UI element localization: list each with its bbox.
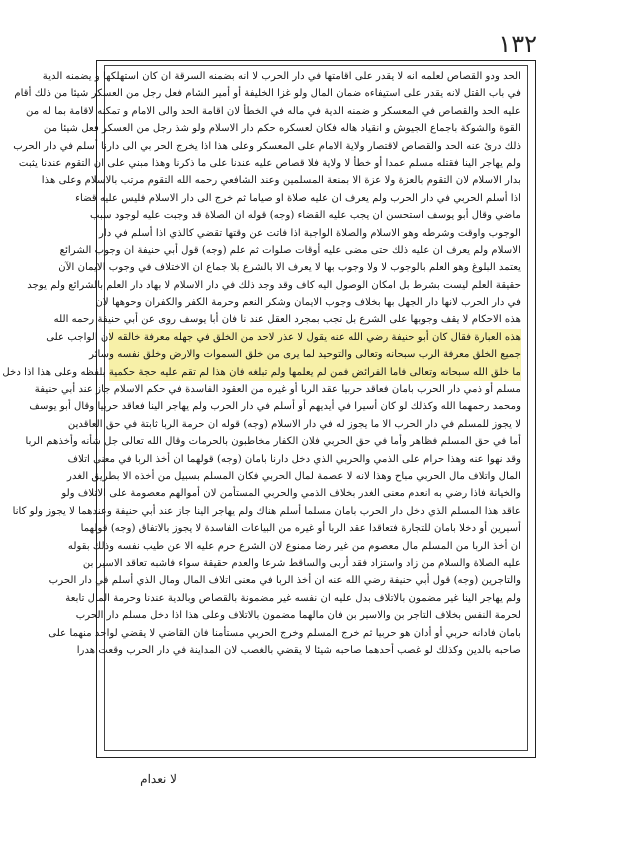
text-line-1: الحد ودو القصاص لعلمه انه لا يقدر على اقامتها في دار الحرب لا انه بضمنه السرقة ان كان استهلكها و يضمنه الدية [42,71,521,82]
text-line-23: وقد نهوا عنه وهذا حرام على الذمي والحربي الذي دخل دارنا بامان (وجه) قولهما ان أخذ الربا في معنى اتلاف [67,453,521,465]
text-line-7: بدار الاسلام لان التقوم بالعزة ولا عزة الا بمنعة المسلمين وعند الشافعي رحمه الله التقوم مرتب بالاسلام وعلى هذا [41,175,521,187]
text-line-11: الاسلام ولم يعرف ان عليه ذلك حتى مضى عليه أوقات صلوات ثم علم (وجه) قول أبي حنيفة ان وجوب الشرائع [59,244,521,256]
text-line-29: عليه الصلاة والسلام من زاد واستزاد فقد أربى والساقط شرعا والعدم حقيقة سواء فاشبه تعاقد الاسير بن [82,557,521,569]
text-line-12: يعتمد البلوغ وهو العلم بالوجوب لا ولا وجوب بها لا يعرف الا بالشرع بلا جماع ان الاختلاف في وجوب الايمان الآن [58,262,521,274]
text-line-13: حقيقة العلم ليست بشرط بل امكان الوصول اليه كاف وقد وجد ذلك في دار الاسلام لا بهاد دار العلم بالشرائع ولم يوجد [27,279,521,291]
highlighted-line-1: هذه العبارة فقال كان أبو حنيفة رضي الله عنه يقول لا عذر لاحد من الخلق في جهله معرفة خالقه لان الواجب على [109,329,521,346]
highlighted-line-2: جميع الخلق معرفة الرب سبحانه وتعالى والتوحيد لما يرى من خلق السموات والارض وخلق نفسه وسائر [109,346,521,363]
text-line-8: اذا أسلم الحربي في دار الحرب ولم يعرف ان عليه صلاة او صياما ثم خرج الى دار الاسلام فليس عليه قضاء [75,192,521,204]
text-line-3: عليه الحد والقصاص في المعسكر و ضمنه الدية في ماله في الخطأ لان اقامة الحد والى الامام و تمكنه لاقامة بما له من [25,105,521,117]
text-line-4: القوة والشوكة باجماع الجيوش و انقياد هاله فكان لعسكره حكم دار الاسلام ولو شذ رجل من العسكر فعل شيئا من [43,123,521,135]
text-line-34: صاحبه بالدين وكذلك لو غصب أحدهما صاحبه شيئا لا يقضي بالغصب لان المداينة في دار الحرب وقعت هدرا [76,644,521,656]
text-body [2,68,521,748]
text-line-32: لحرمة النفس بخلاف التاجر بن والاسير بن فان مالهما مضمون بالاتلاف وعلى هذا اذا دخل مسلم دار الحرب [75,610,521,622]
page-number: ١٣٢ [498,30,537,58]
text-line-28: ان أخذ الربا من المسلم مال معصوم من غير رضا ممنوع لان الشرع حرم عليه الا عن طيب نفسه وذلك بقوله [67,540,521,552]
text-line-5: ذلك درئ عنه الحد والقصاص لاقتصار ولاية الامام على المعسكر وعلى هذا اذا يخرج الحر بي الى دارنا أسلم في دار الحرب [13,140,521,152]
text-line-30: والتاجرين (وجه) قول أبي حنيفة رضي الله عنه ان أخذ الربا في معنى اتلاف المال ومال الذي أسلم في دار الحرب [48,575,521,587]
text-line-24: المال واتلاف مال الحربي مباح وهذا لانه لا عصمة لمال الحربي فكان المسلم بسبيل من أخذه الا بطريق الغدر [67,470,521,482]
text-line-9: ماضي وقال أبو يوسف استحسن ان يجب عليه القضاء (وجه) قوله ان الصلاة قد وجبت عليه لوجود سبب [90,210,521,222]
text-line-31: ولم يهاجر الينا غير مضمون بالاتلاف بدل عليه ان نفسه غير مضمونة بالقصاص وبالدية عندنا وحرمة المال تابعة [65,592,521,604]
text-line-15: هذه الاحكام لا يقف وجوبها على الشرع بل تجب بمجرد العقل عند نا فان أبا يوسف روى عن أبي حنيفة رحمه الله [53,314,521,326]
text-line-2: في باب القتل لانه يقدر على استيفاءه ضمان المال ولو غزا الخليفة أو أمير الشام فعل رجل من العسكر شيئا من ذلك أقام [14,88,521,100]
text-line-22: أما في حق المسلم فظاهر وأما في حق الحربي فلان الكفار مخاطبون بالحرمات وقال الله تعالى جل شأنه وأخذهم الربا [25,436,521,448]
text-line-25: والخيانة فاذا رضي به انعدم معنى الغدر بخلاف الذمي والحربي المستأمن لان أموالهم معصومة على الاتلاف ولو [61,488,521,500]
text-line-10: الوجوب واوقت وشرطه وهو الاسلام والصلاة الواجبة اذا فاتت عن وقتها تقضي كالذي اذا أسلم في دار [98,227,521,239]
text-line-19: مسلم أو ذمي دار الحرب بامان فعاقد حربيا عقد الربا أو غيره من العقود الفاسدة في حكم الاسلام جاز عند أبي حنيفة [34,384,521,396]
text-line-33: بامان فادانه حربي أو أدان هو حربيا ثم خرج المسلم وخرج الحربي مستأمنا فان القاضي لا يقضي لواحد منهما على [48,627,521,639]
catchword: لا نعدام [140,772,177,786]
text-line-26: عاقد هذا المسلم الذي دخل دار الحرب بامان مسلما أسلم هناك ولم يهاجر الينا جاز عند أبي حنيفة وعندهما لا يجوز ولو كانا [12,505,521,517]
text-line-14: في دار الحرب لانها دار الجهل بها بخلاف وجوب الايمان وشكر النعم وحرمة الكفر والكفران وحوهها لان [95,297,521,309]
text-line-21: لا يجوز للمسلم في دار الحرب الا ما يجوز له في دار الاسلام (وجه) قوله ان حرمة الربا ثابتة في حق العاقدين [67,418,521,430]
text-line-6: ولم يهاجر الينا فقتله مسلم عمدا أو خطأ لا ولاية فلا قصاص عليه عندنا على ما ذكرنا وهذا مبني على ان التقوم عندنا يثبت [18,157,521,169]
text-line-27: أسيرين أو دخلا بامان للتجارة فتعاقدا عقد الربا أو غيره من البياعات الفاسدة لا يجوز بالاتفاق (وجه) قولهما [80,523,521,535]
highlighted-line-3: ما خلق الله سبحانه وتعالى فاما الفرائض فمن لم يعلمها ولم تبلغه فان هذا لم تقم عليه حجة حكمية بلفظه وعلى هذا اذا دخل [109,364,521,381]
text-line-20: ومحمد رحمهما الله وكذلك لو كان أسيرا في أيديهم أو أسلم في دار الحرب ولم يهاجر الينا فعاقد حربيا وقال أبو يوسف [29,401,521,413]
